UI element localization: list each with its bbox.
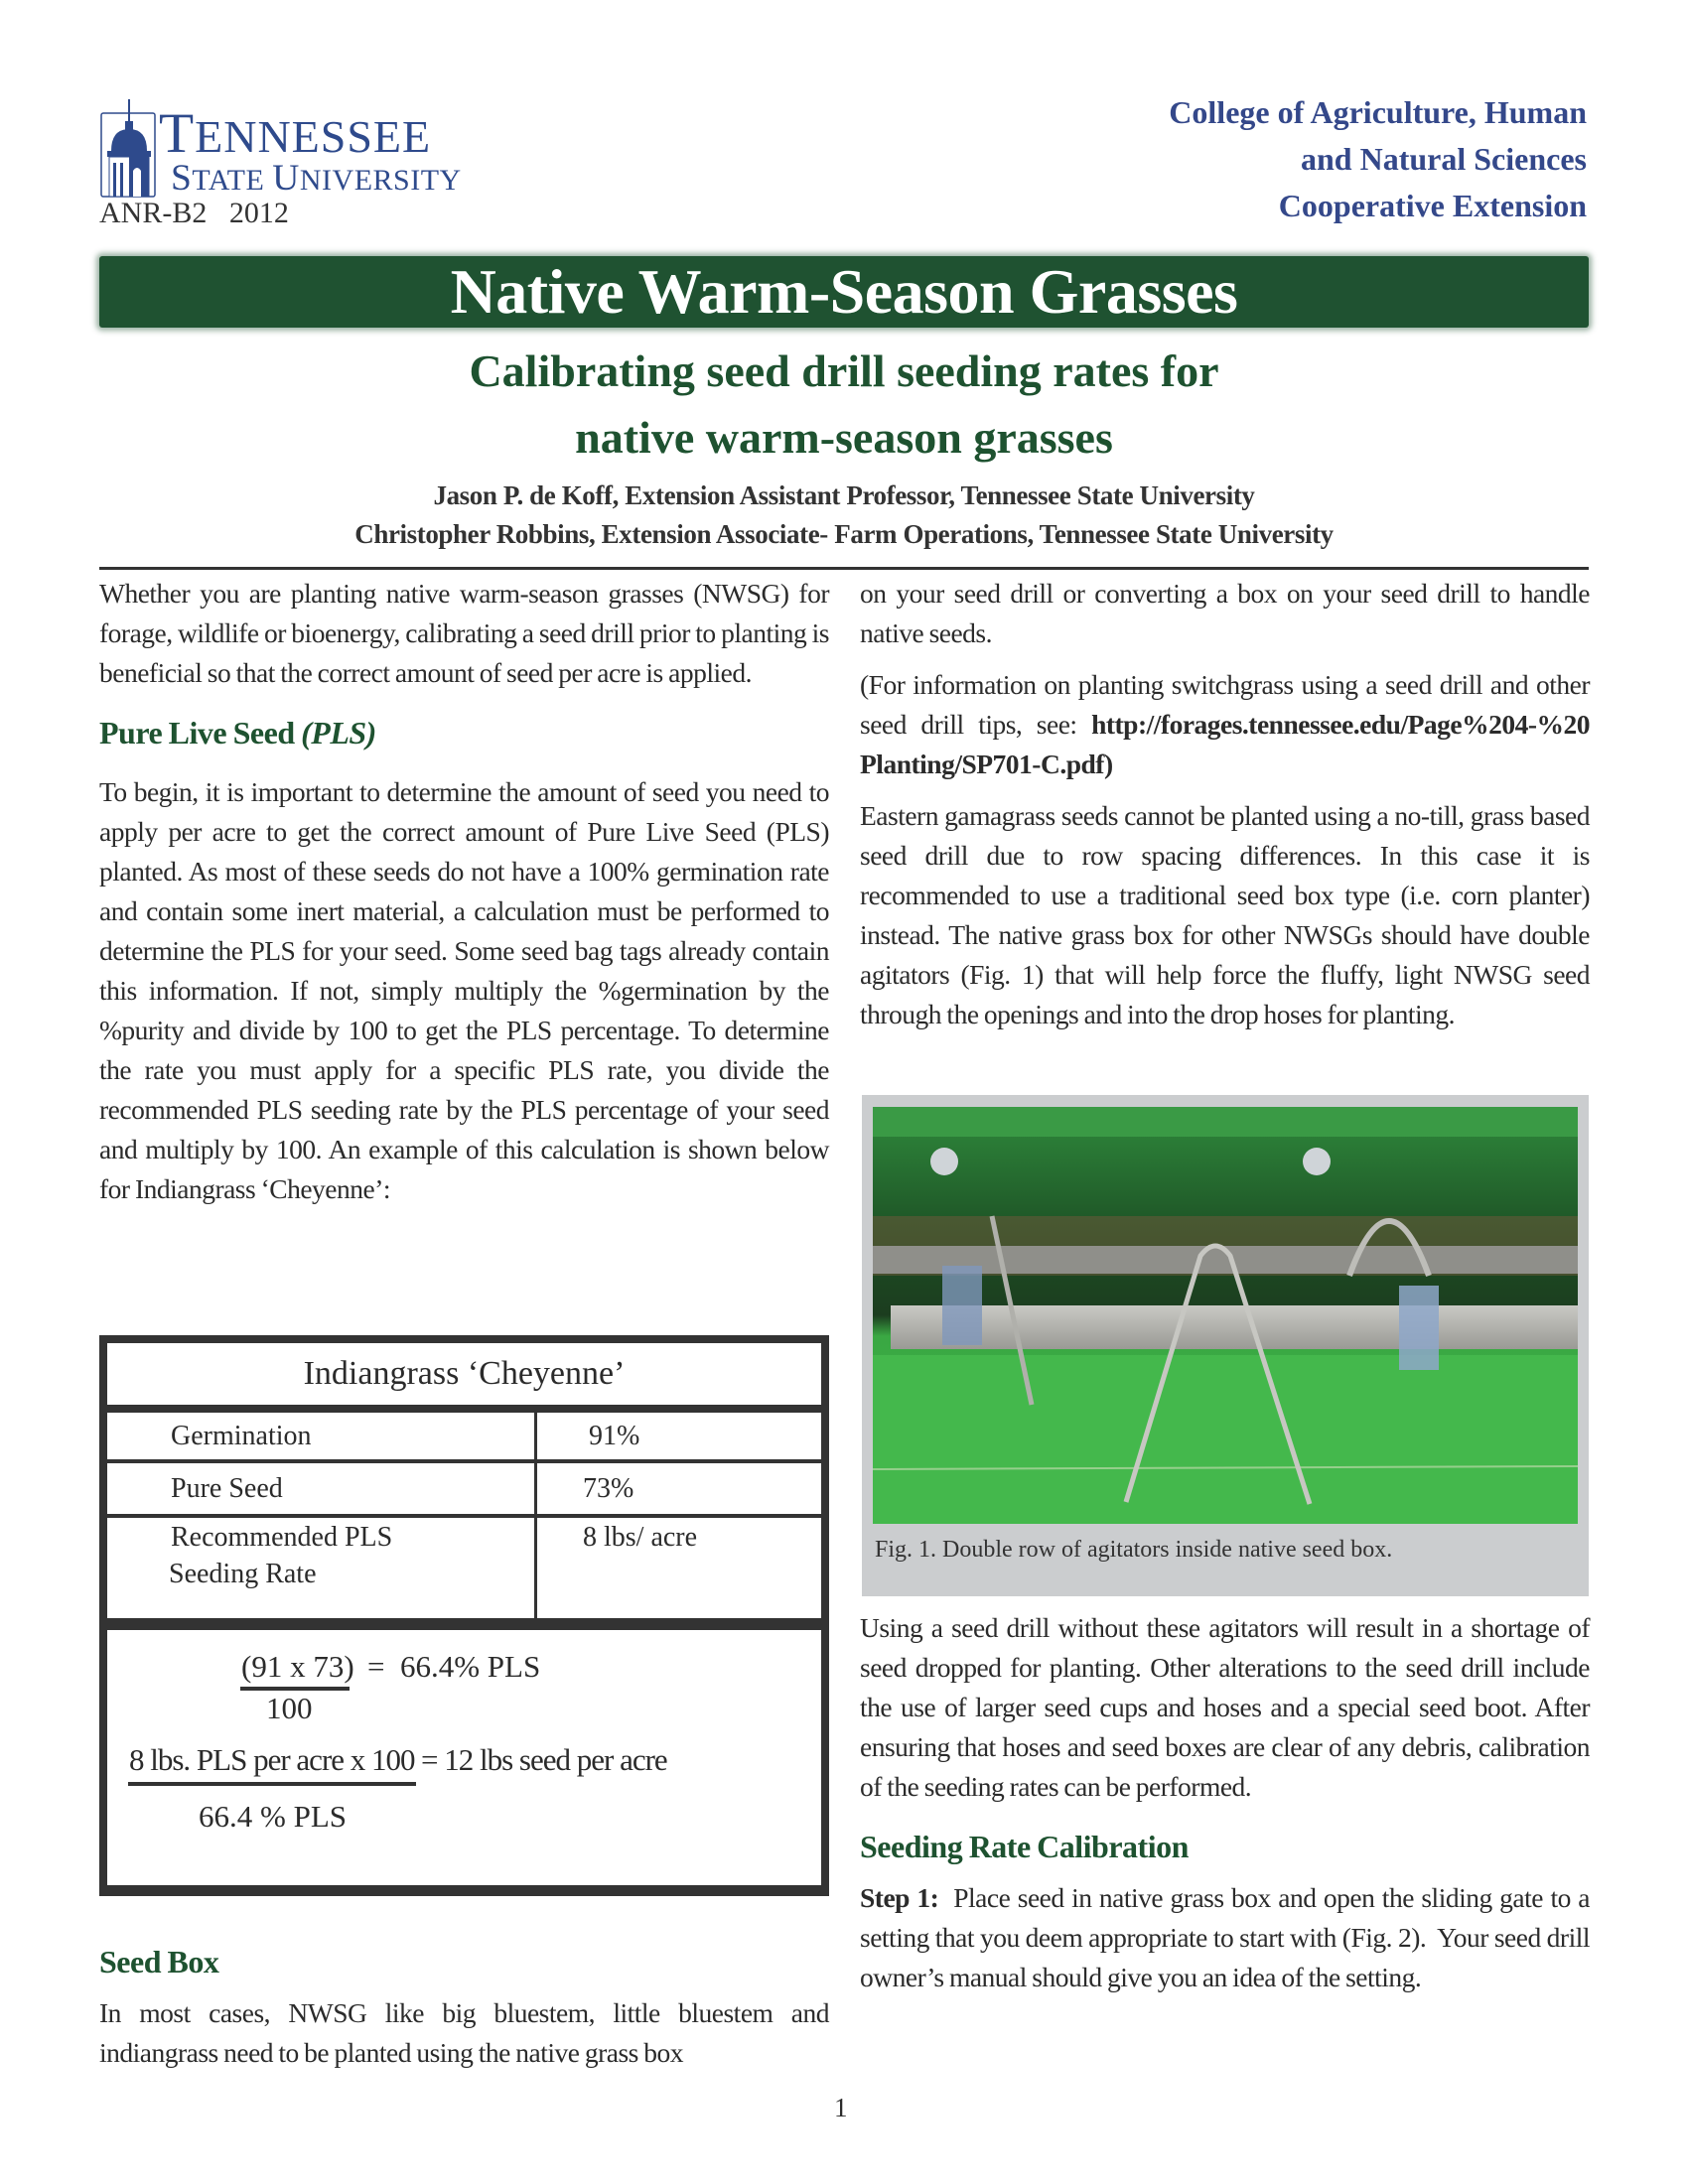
table-row: [107, 1413, 821, 1459]
page-number: 1: [834, 2093, 848, 2122]
intro-paragraph: Whether you are planting native warm-season grasses (NWSG) for forage, wildlife or bioenergy, calibrating a seed drill prior to planting is beneficial so that the correct amount of seed per acre is applied.: [99, 578, 829, 688]
subtitle-line: Calibrating seed drill seeding rates for: [469, 345, 1219, 396]
college-line: College of Agriculture, Human: [1169, 94, 1587, 130]
table-cell-label: Recommended PLS: [171, 1522, 393, 1553]
college-name: [1169, 89, 1587, 229]
calc1-result: = 66.4% PLS: [367, 1649, 541, 1684]
calc1-denominator: 100: [266, 1691, 313, 1725]
gamagrass-paragraph: Eastern gamagrass seeds cannot be planted using a no-till, grass based seed drill due to row spacing differences. In this case it is recommended to use a traditional seed box type (i.e. corn planter) instead. The native grass box for other NWSGs should have double agitators (Fig. 1) that will help force the fluffy, light NWSG seed through the openings and into the drop hoses for planting.: [860, 800, 1590, 1029]
table-cell-value: 8 lbs/ acre: [583, 1522, 698, 1553]
calc1-numerator: (91 x 73): [241, 1649, 354, 1684]
subtitle: [99, 338, 1589, 471]
agitator-photo: [873, 1107, 1578, 1524]
right-column: [860, 574, 1590, 1034]
page-title: Native Warm-Season Grasses: [450, 256, 1238, 327]
section-heading-seed-box: Seed Box: [99, 1944, 219, 1979]
section-heading-calibration: Seeding Rate Calibration: [860, 1829, 1189, 1864]
section-heading-pls: Pure Live Seed (PLS): [99, 715, 376, 751]
calc2-result: = 12 lbs seed per acre: [421, 1742, 667, 1777]
table-row: [107, 1518, 821, 1618]
right-column-lower: [860, 1608, 1596, 1997]
calc2-numerator: 8 lbs. PLS per acre x 100: [129, 1742, 415, 1777]
dome-building-icon: [99, 99, 159, 199]
author-line: Christopher Robbins, Extension Associate- Farm Operations, Tennessee State University: [354, 519, 1334, 549]
step-1-paragraph: Step 1: Place seed in native grass box and open the sliding gate to a setting that you deem appropriate to start with (Fig. 2). Your seed drill owner’s manual should give you an idea of the setting.: [860, 1882, 1596, 1992]
seed-box-agitators-image: [873, 1107, 1578, 1524]
continuation-paragraph: on your seed drill or converting a box on your seed drill to handle native seeds.: [860, 578, 1590, 648]
title-banner: [99, 256, 1589, 328]
step-1-label: Step 1:: [860, 1882, 939, 1913]
logo-text-tennessee: TENNESSEE: [159, 102, 432, 165]
logo-text-state-university: STATE UNIVERSITY: [171, 158, 462, 199]
publication-code: ANR-B2 2012: [99, 197, 289, 229]
table-column-divider: [534, 1413, 537, 1618]
reference-paragraph: (For information on planting switchgrass using a seed drill and other seed drill tips, see: http://forages.tennessee.edu/Page%204-%20 Planting/SP701-C.pdf): [860, 669, 1590, 779]
agitator-paragraph: Using a seed drill without these agitators will result in a shortage of seed dropped for planting. Other alterations to the seed drill include the use of larger seed cups and hoses and a special seed boot. After ensuring that hoses and seed boxes are clear of any debris, calibration of the seeding rates can be performed.: [860, 1612, 1590, 1802]
reference-link[interactable]: http://forages.tennessee.edu/Page%204-%20 Planting/SP701-C.pdf): [860, 709, 1590, 779]
subtitle-line: native warm-season grasses: [575, 412, 1113, 463]
calc2-denominator: 66.4 % PLS: [199, 1799, 347, 1834]
table-row: [107, 1463, 821, 1514]
table-cell-value: 91%: [589, 1421, 640, 1451]
college-line: and Natural Sciences: [1301, 141, 1587, 177]
author-line: Jason P. de Koff, Extension Assistant Professor, Tennessee State University: [433, 480, 1255, 510]
table-cell-label-cont: Seeding Rate: [169, 1559, 317, 1589]
table-cell-label: Germination: [171, 1421, 312, 1451]
table-cell-value: 73%: [583, 1473, 634, 1504]
table-cell-label: Pure Seed: [171, 1473, 283, 1504]
pls-calculation-table: [99, 1335, 829, 1896]
seed-box-section: [99, 1942, 829, 2073]
figure-1: [862, 1095, 1589, 1596]
header-divider: [99, 567, 1589, 570]
figure-caption: Fig. 1. Double row of agitators inside native seed box.: [875, 1537, 1393, 1563]
college-line: Cooperative Extension: [1278, 188, 1587, 223]
authors: [99, 477, 1589, 554]
pls-paragraph: To begin, it is important to determine the amount of seed you need to apply per acre to get the correct amount of Pure Live Seed (PLS) planted. As most of these seeds do not have a 100% germination rate and contain some inert material, a calculation must be performed to determine the PLS for your seed. Some seed bag tags already contain this information. If not, simply multiply the %germination by the %purity and divide by 100 to get the PLS percentage. To determine the rate you must apply for a specific PLS rate, you divide the recommended PLS seeding rate by the PLS percentage of your seed and multiply by 100. An example of this calculation is shown below for Indiangrass ‘Cheyenne’:: [99, 776, 829, 1204]
fraction-bar: [128, 1782, 416, 1786]
seed-box-paragraph: In most cases, NWSG like big bluestem, little bluestem and indiangrass need to be planted using the native grass box: [99, 1997, 829, 2068]
left-column: [99, 574, 829, 1209]
calculation-box: [107, 1630, 821, 1885]
table-title: Indiangrass ‘Cheyenne’: [107, 1343, 821, 1405]
tsu-logo: [99, 99, 462, 199]
